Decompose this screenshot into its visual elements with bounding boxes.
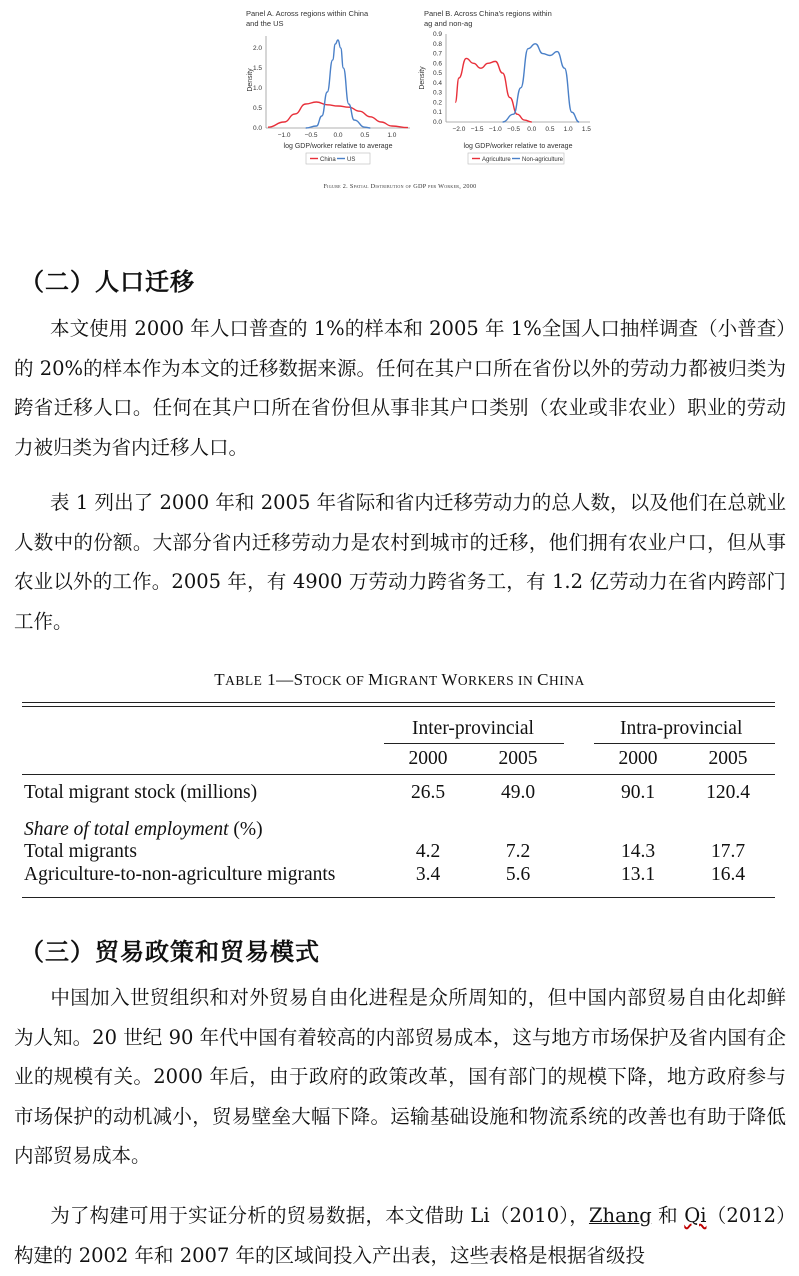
table-1-title: TABLE 1—STOCK OF MIGRANT WORKERS IN CHINA — [214, 670, 585, 689]
y-tick-label: 0.2 — [432, 99, 442, 107]
x-tick-label: 0.5 — [545, 126, 555, 133]
figure-caption: Figure 2. Spatial Distribution of GDP per Worker, 2000 — [323, 183, 477, 190]
x-tick-label: −0.5 — [507, 126, 520, 133]
x-tick-label: 0.5 — [360, 132, 370, 139]
section-3-paragraph-2-text-b: （2012）构建的 2002 年和 2007 年的区域间投入产出表，这些表格是根据省级投 — [14, 1204, 786, 1267]
table-header-rule — [22, 774, 775, 775]
table-top-rule-2 — [22, 706, 775, 707]
y-tick-label: 0.6 — [432, 60, 442, 68]
y-tick-label: 0.4 — [432, 79, 442, 87]
table-cell: 16.4 — [710, 864, 746, 885]
y-tick-label: 0.3 — [432, 89, 442, 97]
y-tick-label: 0.9 — [432, 31, 442, 38]
table-cell: 120.4 — [706, 782, 750, 803]
table-group1-underline — [384, 743, 564, 744]
x-tick-label: −2.0 — [452, 126, 466, 133]
y-tick-label: 0.8 — [432, 40, 442, 48]
table-group2-underline — [594, 743, 775, 744]
legend-agriculture: Agriculture — [482, 157, 511, 163]
y-tick-label: 0.0 — [252, 125, 262, 132]
y-tick-label: 0.1 — [432, 109, 442, 117]
panel-a-title-2: and the US — [246, 19, 284, 28]
table-cell: 13.1 — [620, 864, 656, 885]
x-tick-label: 0.0 — [333, 132, 343, 139]
section-3-paragraph-2: 为了构建可用于实证分析的贸易数据，本文借助 Li（2010），Zhang 和 Qi（2012）构建的 2002 年和 2007 年的区域间投入产出表，这些表格是根据省级投 — [14, 1204, 786, 1267]
table-cell: 4.2 — [415, 841, 441, 862]
section-3-paragraph-1 — [14, 978, 786, 1176]
section-2-paragraph-2-text: 表 1 列出了 2000 年和 2005 年省际和省内迁移劳动力的总人数，以及他们在总就业人数中的份额。大部分省内迁移劳动力是农村到城市的迁移，他们拥有农业户口，但从事农业以外的工作。2005 年，有 4900 万劳动力跨省务工，有 1.2 亿劳动力在省内跨部门工作。 — [14, 491, 786, 633]
x-tick-label: −1.0 — [277, 132, 291, 139]
x-tick-label: 1.0 — [387, 132, 397, 139]
x-tick-label: −1.0 — [488, 126, 502, 133]
section-3-heading: （三）贸易政策和贸易模式 — [20, 938, 320, 966]
x-tick-label: 0.0 — [527, 126, 537, 133]
legend-non-agriculture: Non-agriculture — [522, 157, 564, 163]
table-year-2000-intra: 2000 — [618, 748, 658, 769]
panel-b-xlabel: log GDP/worker relative to average — [463, 143, 573, 150]
panel-a-ylabel: Density — [247, 68, 254, 92]
section-2-paragraph-1-text: 本文使用 2000 年人口普查的 1%的样本和 2005 年 1%全国人口抽样调查（小普查）的 20%的样本作为本文的迁移数据来源。任何在其户口所在省份以外的劳动力都被归类为跨省迁移人口。任何在其户口所在省份但从事非其户口类别（农业或非农业）职业的劳动力被归类为省内迁移人口。 — [14, 317, 786, 459]
x-tick-label: 1.5 — [581, 126, 591, 133]
table-bottom-rule — [22, 897, 775, 898]
table-top-rule-1 — [22, 702, 775, 703]
legend-china: China — [320, 157, 336, 163]
section-2-paragraph-2 — [14, 483, 786, 641]
section-2-heading: （二）人口迁移 — [20, 268, 195, 296]
table-cell: 49.0 — [500, 782, 536, 803]
section-3-paragraph-1-text: 中国加入世贸组织和对外贸易自由化进程是众所周知的，但中国内部贸易自由化却鲜为人知。20 世纪 90 年代中国有着较高的内部贸易成本，这与地方市场保护及省内国有企业的规模有关。2000 年后，由于政府的政策改革，国有部门的规模下降，地方政府参与市场保护的动机减小，贸易壁垒大幅下降。运输基础设施和物流系统的改善也有助于降低内部贸易成本。 — [14, 986, 786, 1167]
table-cell: 26.5 — [410, 782, 446, 803]
table-cell: 7.2 — [505, 841, 531, 862]
y-tick-label: 2.0 — [252, 45, 262, 52]
section-2-paragraph-1 — [14, 309, 786, 467]
y-tick-label: 0.5 — [252, 105, 262, 112]
y-tick-label: 0.5 — [432, 70, 442, 78]
y-tick-label: 1.5 — [252, 65, 262, 72]
citation-qi: Qi — [684, 1204, 707, 1227]
citation-zhang: Zhang — [588, 1204, 652, 1227]
table-cell: 17.7 — [710, 841, 746, 862]
series-agriculture-line — [455, 58, 531, 122]
panel-b-title-2: ag and non-ag — [424, 19, 473, 28]
y-tick-label: 0.7 — [432, 50, 442, 58]
table-row-label-ag-migrants: Agriculture-to-non-agriculture migrants — [24, 864, 336, 885]
table-cell: 5.6 — [505, 864, 531, 885]
legend-us: US — [347, 157, 356, 163]
panel-a-xlabel: log GDP/worker relative to average — [283, 143, 393, 150]
section-3-paragraph-2-text-a: 为了构建可用于实证分析的贸易数据，本文借助 Li（2010）， — [50, 1204, 589, 1227]
x-tick-label: 1.0 — [563, 126, 573, 133]
table-year-2000-inter: 2000 — [408, 748, 448, 769]
x-tick-label: −0.5 — [304, 132, 318, 139]
table-cell: 90.1 — [620, 782, 656, 803]
table-cell: 3.4 — [415, 864, 441, 885]
x-tick-label: −1.5 — [470, 126, 484, 133]
y-tick-label: 1.0 — [252, 85, 262, 92]
series-us-line — [306, 40, 371, 128]
table-group-intra-provincial: Intra-provincial — [620, 718, 743, 739]
table-cell: 14.3 — [620, 841, 656, 862]
y-tick-label: 0.0 — [432, 119, 442, 126]
figure-svg — [0, 0, 799, 200]
panel-b-title-1: Panel B. Across China's regions within — [424, 9, 552, 18]
table-row-label-total-migrants: Total migrants — [24, 841, 137, 862]
panel-a-title-1: Panel A. Across regions within China — [246, 9, 369, 18]
table-year-2005-inter: 2005 — [498, 748, 538, 769]
table-share-heading: Share of total employment (%) — [24, 819, 263, 840]
panel-b-ylabel: Density — [419, 66, 426, 90]
table-year-2005-intra: 2005 — [708, 748, 748, 769]
series-china-line — [268, 102, 408, 128]
figure-2 — [0, 0, 799, 200]
table-group-inter-provincial: Inter-provincial — [412, 718, 534, 739]
table-row-label-total-stock: Total migrant stock (millions) — [24, 782, 258, 803]
